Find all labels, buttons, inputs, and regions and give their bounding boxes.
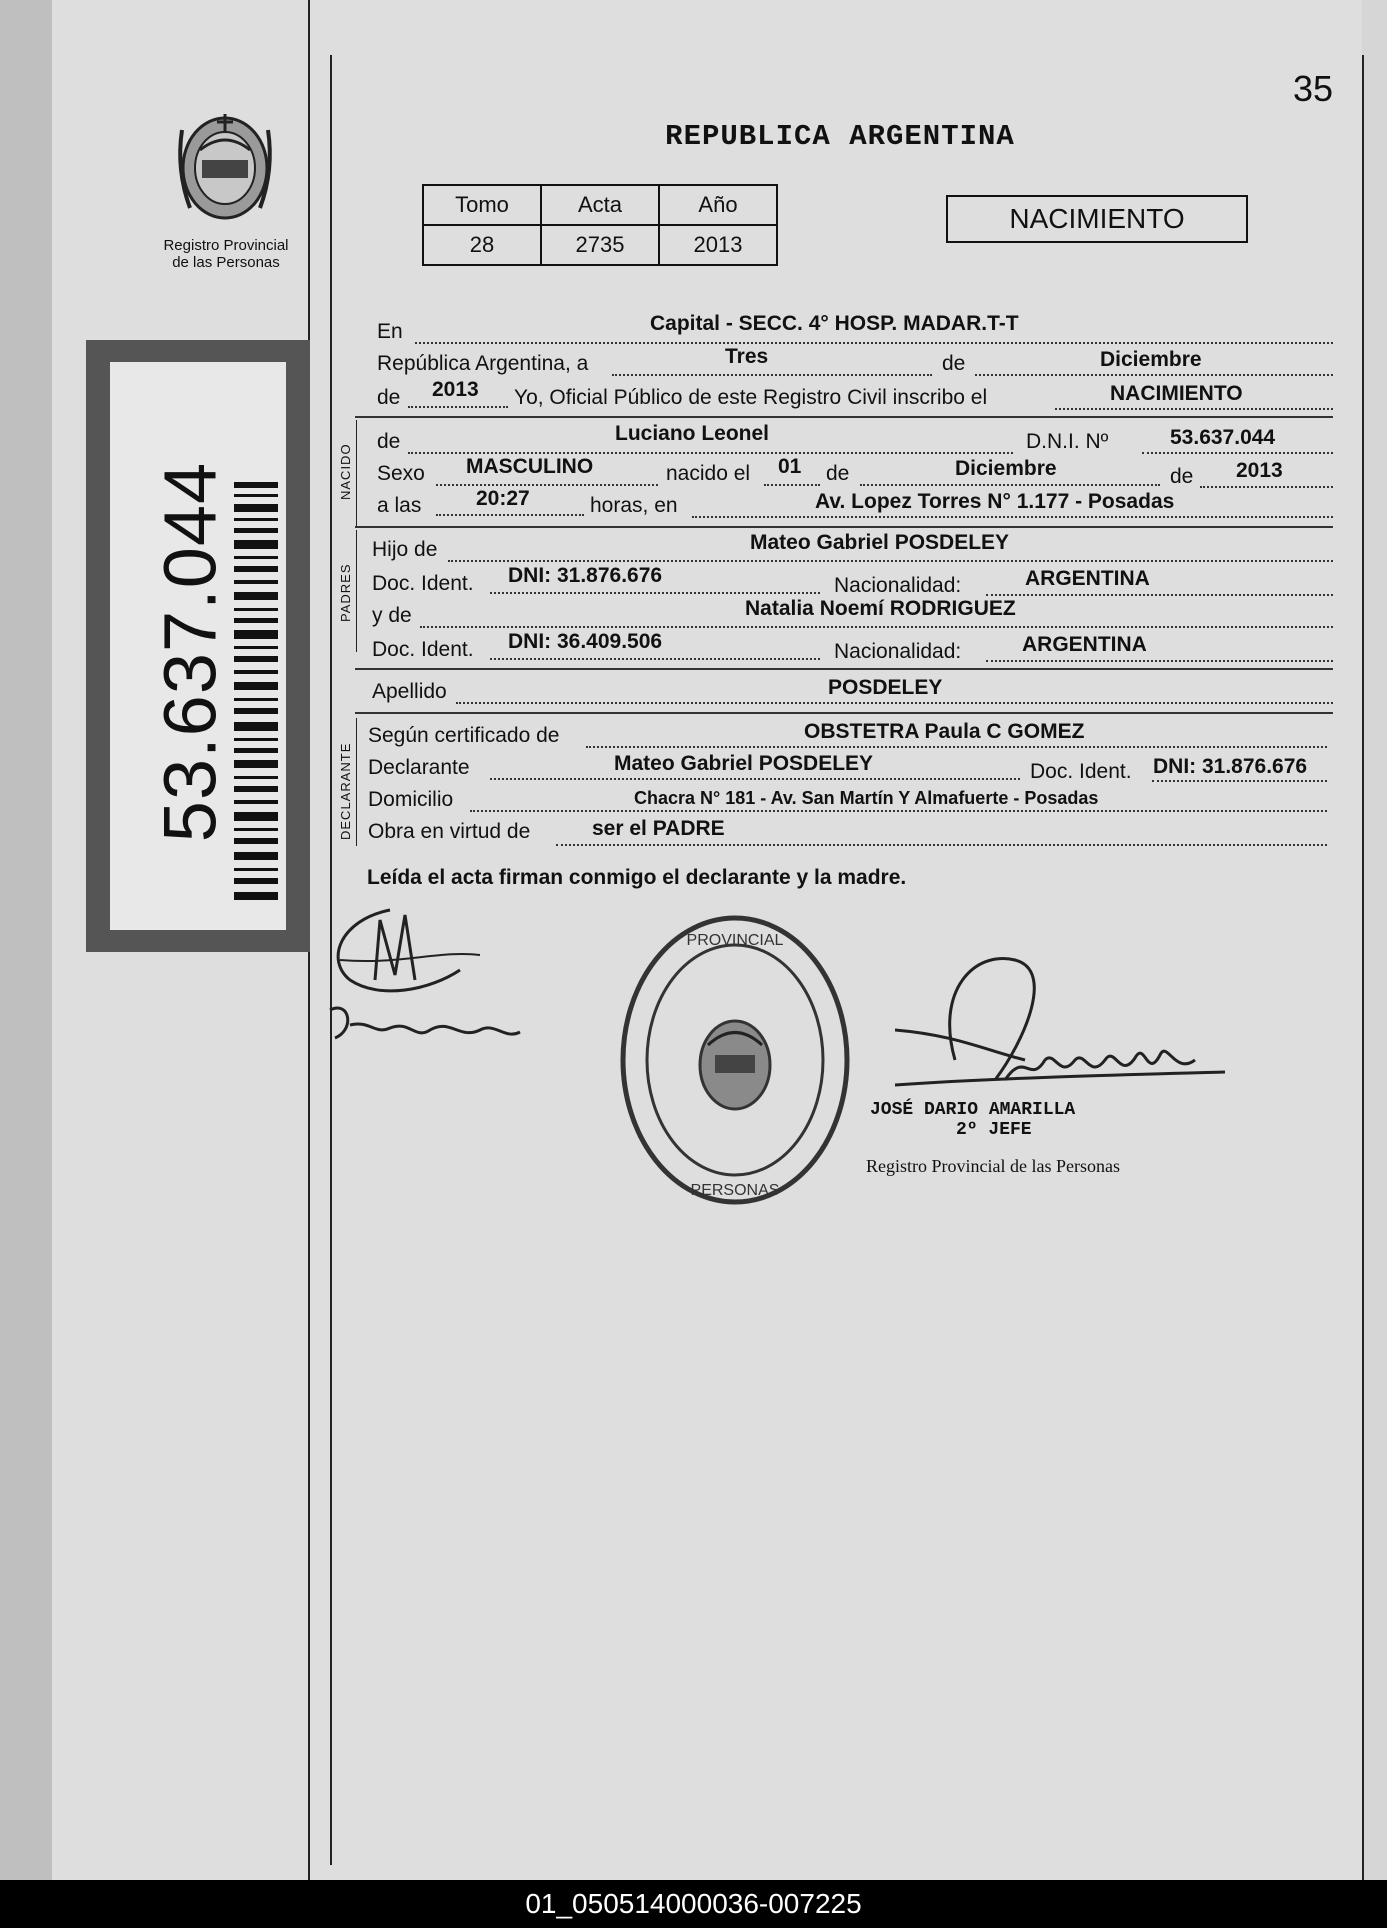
anio-value: 2013 — [659, 225, 777, 265]
nacido-de-label: de — [377, 430, 401, 453]
dotted-line — [986, 660, 1333, 662]
svg-text:PERSONAS: PERSONAS — [690, 1182, 780, 1199]
caption-line-2: de las Personas — [172, 254, 280, 271]
dotted-line — [1200, 486, 1333, 488]
republica-label: República Argentina, a — [377, 352, 589, 375]
official-seal — [610, 905, 860, 1215]
official-signature — [895, 950, 1235, 1120]
anio-header: Año — [659, 185, 777, 225]
document-title: REPUBLICA ARGENTINA — [665, 120, 1015, 153]
section-bracket — [356, 420, 357, 528]
child-dni: 53.637.044 — [1170, 426, 1276, 449]
dotted-line — [470, 810, 1327, 812]
svg-text:PROVINCIAL: PROVINCIAL — [686, 932, 784, 949]
dotted-line — [1142, 452, 1333, 454]
tomo-header: Tomo — [423, 185, 541, 225]
father-name: Mateo Gabriel POSDELEY — [750, 531, 1010, 554]
signature-text: Rodriguez — [360, 1070, 365, 1071]
mother-nac-label: Nacionalidad: — [834, 640, 962, 663]
section-divider — [355, 416, 1333, 418]
tomo-value: 28 — [423, 225, 541, 265]
dotted-line — [1152, 780, 1327, 782]
official-office: Registro Provincial de las Personas — [866, 1156, 1120, 1176]
birth-year: 2013 — [1236, 459, 1283, 482]
acta-value: 2735 — [541, 225, 659, 265]
nacido-label: NACIDO — [338, 443, 353, 500]
obra-label: Obra en virtud de — [368, 820, 531, 843]
official-title: 2º JEFE — [956, 1120, 1032, 1140]
sexo-label: Sexo — [377, 462, 425, 485]
certificate-value: OBSTETRA Paula C GOMEZ — [804, 720, 1085, 743]
barcode-number: 53.637.044 — [148, 461, 232, 843]
section-divider — [355, 668, 1333, 670]
declarante-label: DECLARANTE — [338, 742, 353, 840]
de-label-3: de — [1170, 465, 1194, 488]
de-label-2: de — [826, 462, 850, 485]
child-name: Luciano Leonel — [615, 422, 770, 445]
barcode-panel — [110, 362, 286, 930]
declarante-doc-label: Doc. Ident. — [1030, 760, 1132, 783]
caption-line-1: Registro Provincial — [163, 237, 289, 254]
section-bracket — [356, 530, 357, 652]
mother-doc-label: Doc. Ident. — [372, 638, 474, 661]
domicilio-label: Domicilio — [368, 788, 454, 811]
dotted-line — [612, 374, 932, 376]
place-value: Capital - SECC. 4° HOSP. MADAR.T-T — [650, 312, 1019, 335]
father-doc: DNI: 31.876.676 — [508, 564, 663, 587]
dni-label: D.N.I. Nº — [1026, 430, 1109, 453]
y-de-label: y de — [372, 604, 412, 627]
sexo-value: MASCULINO — [466, 455, 594, 478]
declarant-signature — [320, 900, 550, 1080]
year-value: 2013 — [432, 378, 479, 401]
father-nac-label: Nacionalidad: — [834, 574, 962, 597]
section-bracket — [356, 718, 357, 846]
dotted-line — [764, 484, 820, 486]
day-value: Tres — [725, 345, 769, 368]
section-divider — [355, 712, 1333, 714]
nacido-el-label: nacido el — [666, 462, 751, 485]
mother-name: Natalia Noemí RODRIGUEZ — [745, 597, 1016, 620]
footer-code: 01_050514000036-007225 — [525, 1888, 862, 1919]
declarante-doc: DNI: 31.876.676 — [1153, 755, 1308, 778]
dotted-line — [586, 746, 1327, 748]
horas-label: horas, en — [590, 494, 678, 517]
father-nationality: ARGENTINA — [1025, 567, 1150, 590]
birth-time: 20:27 — [476, 487, 530, 510]
apellido-label: Apellido — [372, 680, 447, 703]
statement-text: Yo, Oficial Público de este Registro Civil inscribo el — [514, 386, 988, 409]
month-value: Diciembre — [1100, 348, 1202, 371]
mother-doc: DNI: 36.409.506 — [508, 630, 663, 653]
dotted-line — [860, 484, 1160, 486]
acta-header: Acta — [541, 185, 659, 225]
official-stamp — [870, 1100, 1075, 1140]
dotted-line — [436, 484, 658, 486]
birth-month: Diciembre — [955, 457, 1057, 480]
reference-table — [422, 184, 778, 266]
dotted-line — [975, 374, 1333, 376]
page-margin-left — [0, 0, 52, 1880]
birth-place: Av. Lopez Torres N° 1.177 - Posadas — [815, 490, 1175, 513]
dotted-line — [420, 626, 1333, 628]
province-emblem — [170, 100, 280, 230]
hijo-de-label: Hijo de — [372, 538, 438, 561]
dotted-line — [556, 844, 1327, 846]
domicilio-value: Chacra N° 181 - Av. San Martín Y Almafuerte - Posadas — [634, 788, 1099, 808]
dotted-line — [692, 516, 1333, 518]
padres-label: PADRES — [338, 563, 353, 622]
official-name: JOSÉ DARIO AMARILLA — [870, 1100, 1076, 1120]
emblem-caption — [150, 237, 302, 271]
father-doc-label: Doc. Ident. — [372, 572, 474, 595]
en-label: En — [377, 320, 403, 343]
dotted-line — [436, 514, 584, 516]
birth-day: 01 — [778, 455, 802, 478]
year-prefix: de — [377, 386, 401, 409]
mother-nationality: ARGENTINA — [1022, 633, 1147, 656]
record-type-box: NACIMIENTO — [946, 195, 1248, 243]
dotted-line — [448, 560, 1333, 562]
page-number: 35 — [1293, 68, 1334, 109]
de-label: de — [942, 352, 966, 375]
dotted-line — [986, 594, 1333, 596]
dotted-line — [1055, 408, 1333, 410]
section-divider — [355, 526, 1333, 528]
dotted-line — [490, 778, 1020, 780]
declarante-name-label: Declarante — [368, 756, 470, 779]
obra-value: ser el PADRE — [592, 817, 725, 840]
dotted-line — [415, 342, 1333, 344]
dotted-line — [408, 452, 1013, 454]
cert-label: Según certificado de — [368, 724, 560, 747]
dotted-line — [408, 406, 508, 408]
barcode-card — [86, 340, 310, 952]
barcode-icon — [234, 482, 278, 902]
declarante-name: Mateo Gabriel POSDELEY — [614, 752, 874, 775]
right-margin-rule — [1362, 55, 1364, 1880]
dotted-line — [490, 592, 820, 594]
a-las-label: a las — [377, 494, 422, 517]
act-value: NACIMIENTO — [1110, 382, 1243, 405]
dotted-line — [456, 702, 1333, 704]
apellido-value: POSDELEY — [828, 676, 943, 699]
closing-statement: Leída el acta firman conmigo el declarante y la madre. — [367, 866, 907, 889]
dotted-line — [490, 658, 820, 660]
